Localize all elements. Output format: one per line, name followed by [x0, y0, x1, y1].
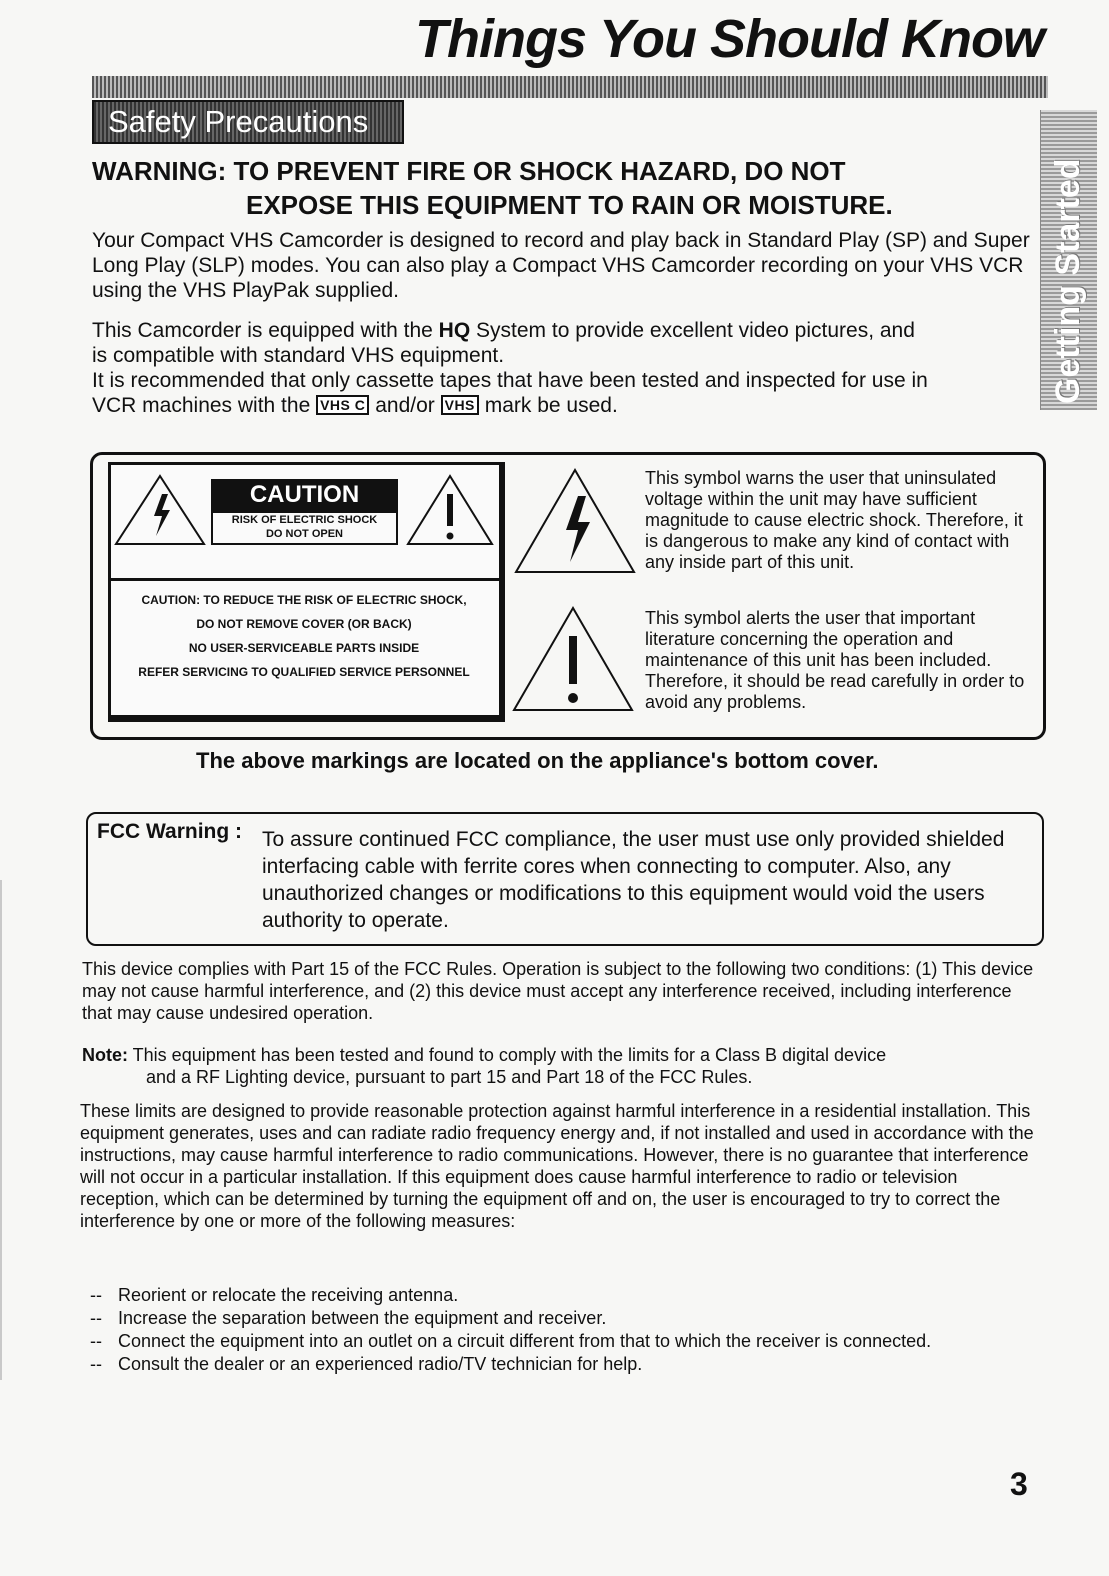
section-banner [92, 100, 404, 144]
exclamation-symbol-icon [510, 604, 636, 714]
exclamation-symbol-description: This symbol alerts the user that important literature concerning the operation and maintenance of this unit has been included. Therefore, it should be read carefully in order to avoid any problems. [645, 608, 1025, 712]
title-rule [92, 76, 1048, 98]
vhs-logo: VHS [441, 395, 479, 415]
mark-text: mark be used. [478, 394, 618, 417]
intro-paragraph-1: Your Compact VHS Camcorder is designed to record and play back in Standard Play (SP) and Super Long Play (SLP) modes. You can also play a Compact VHS Camcorder recording on your VHS VCR using the VHS PlayPak supplied. [92, 229, 1030, 302]
andor-text: and/or [369, 394, 441, 417]
list-dash: -- [90, 1308, 102, 1328]
note-line-2: and a RF Lighting device, pursuant to part 15 and Part 18 of the FCC Rules. [146, 1067, 753, 1087]
markings-note: The above markings are located on the appliance's bottom cover. [196, 748, 879, 773]
caution-sub-line-2: DO NOT OPEN [265, 528, 343, 540]
lightning-warning-icon [112, 472, 208, 548]
caution-line: CAUTION: TO REDUCE THE RISK OF ELECTRIC SHOCK, [141, 593, 467, 607]
list-item [90, 1284, 1040, 1307]
caution-header: CAUTION [211, 479, 398, 511]
caution-line: DO NOT REMOVE COVER (OR BACK) [196, 617, 412, 631]
list-item [90, 1330, 1040, 1353]
page-number: 3 [1010, 1466, 1028, 1502]
lightning-symbol-description: This symbol warns the user that uninsulated voltage within the unit may have sufficient magnitude to cause electric shock. Therefore, it is dangerous to make any kind of contact with any inside part of this unit. [645, 468, 1023, 572]
lightning-symbol-icon [512, 466, 638, 576]
intro-paragraph-2 [92, 318, 1042, 418]
exclamation-warning-icon [404, 472, 496, 548]
compat-line: is compatible with standard VHS equipment. [92, 344, 505, 367]
measure-text: Consult the dealer or an experienced radio/TV technician for help. [118, 1354, 643, 1374]
section-title: Safety Precautions [108, 104, 369, 139]
list-dash: -- [90, 1354, 102, 1374]
note-label: Note: [82, 1045, 128, 1065]
side-tab-label: Getting Started [1049, 158, 1087, 404]
list-dash: -- [90, 1331, 102, 1351]
caution-line: REFER SERVICING TO QUALIFIED SERVICE PERSONNEL [138, 665, 470, 679]
hq-text-after: System to provide excellent video pictures, and [470, 319, 915, 342]
caution-label-divider [111, 578, 499, 581]
fcc-limits-text: These limits are designed to provide reasonable protection against harmful interference in a residential installation. This equipment generates, uses and can radiate radio frequency energy and, if not installed and used in accordance with the instructions, may cause harmful interference to radio communications. However, there is no guarantee that interference will not occur in a particular installation. If this equipment does cause harmful interference to radio or television reception, which can be determined by turning the equipment off and on, the user is encouraged to try to correct the interference by one or more of the following measures: [80, 1101, 1034, 1231]
vhs-c-logo: VHS C [316, 395, 369, 415]
fcc-warning-label: FCC Warning : [97, 820, 243, 843]
vcr-text: VCR machines with the [92, 394, 317, 417]
measure-text: Connect the equipment into an outlet on a circuit different from that to which the receiver is connected. [118, 1331, 932, 1351]
page-title: Things You Should Know [415, 9, 1044, 69]
side-tab [1040, 110, 1097, 410]
list-dash: -- [90, 1285, 102, 1305]
list-item [90, 1307, 1040, 1330]
hq-text-before: This Camcorder is equipped with the [92, 319, 439, 342]
measure-text: Reorient or relocate the receiving antenna. [118, 1285, 459, 1305]
list-item [90, 1353, 1040, 1376]
hq-system: HQ [438, 319, 471, 342]
warning-line-1: WARNING: TO PREVENT FIRE OR SHOCK HAZARD, DO NOT [92, 156, 846, 186]
warning-line-2: EXPOSE THIS EQUIPMENT TO RAIN OR MOISTURE. [246, 190, 893, 220]
measures-list [90, 1284, 1040, 1376]
scan-margin-mark [0, 880, 2, 1380]
caution-sub-line-1: RISK OF ELECTRIC SHOCK [231, 514, 378, 526]
fcc-note [82, 1044, 1042, 1088]
caution-sub [211, 511, 398, 545]
recommend-line: It is recommended that only cassette tapes that have been tested and inspected for use in [92, 369, 928, 392]
fcc-warning-text: To assure continued FCC compliance, the user must use only provided shielded interfacing cable with ferrite cores when connecting to computer. Also, any unauthorized changes or modifications to this equipment would void the users authority to operate. [262, 828, 1005, 932]
fcc-compliance-text: This device complies with Part 15 of the FCC Rules. Operation is subject to the following two conditions: (1) This device may not cause harmful interference, and (2) this device must accept any interference received, including interference that may cause undesired operation. [82, 959, 1034, 1023]
caution-instructions [112, 588, 496, 684]
caution-line: NO USER-SERVICEABLE PARTS INSIDE [188, 641, 420, 655]
note-line-1: This equipment has been tested and found to comply with the limits for a Class B digital device [128, 1045, 887, 1065]
measure-text: Increase the separation between the equipment and receiver. [118, 1308, 607, 1328]
